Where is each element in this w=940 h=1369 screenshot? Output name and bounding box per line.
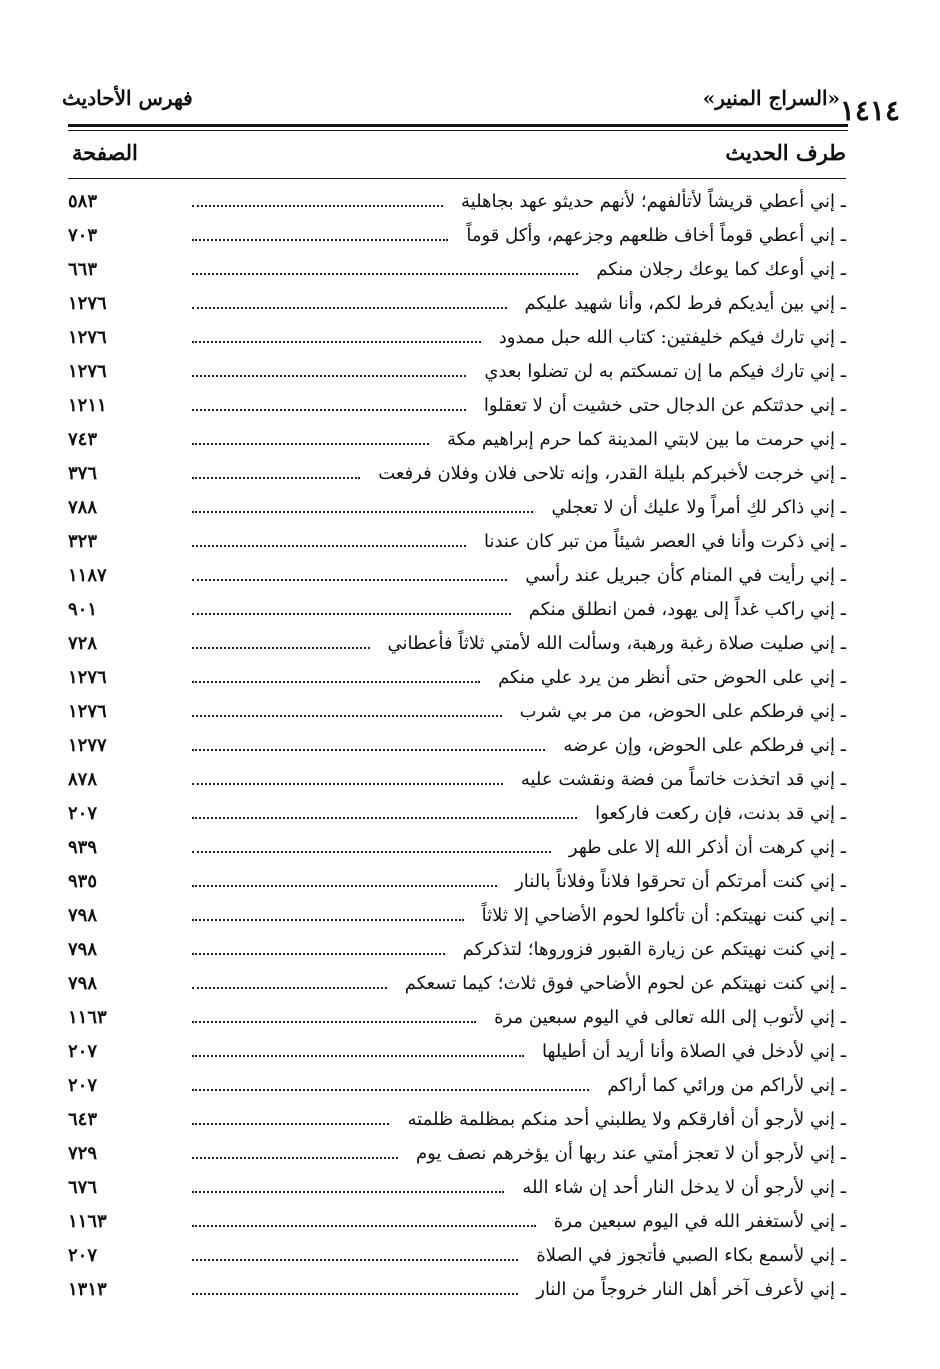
- page-reference: ٧٢٩: [68, 1142, 98, 1164]
- dot-leader: [192, 1259, 518, 1261]
- hadith-text: ـ إني لأستغفر الله في اليوم سبعين مرة: [553, 1210, 846, 1232]
- index-entry: [68, 796, 846, 830]
- index-entry: [68, 626, 846, 660]
- page-reference: ٥٨٣: [68, 190, 98, 212]
- column-header-page: الصفحة: [72, 140, 138, 165]
- dot-leader: [192, 681, 480, 683]
- dot-leader: [192, 1191, 504, 1193]
- page-reference: ١٢٧٦: [68, 666, 107, 688]
- dot-leader: [192, 783, 503, 785]
- hadith-text: ـ إني لأدخل في الصلاة وأنا أريد أن أطيلها: [541, 1040, 846, 1062]
- page-reference: ٢٠٧: [68, 802, 98, 824]
- dot-leader: [192, 1157, 398, 1159]
- hadith-text: ـ إني لأتوب إلى الله تعالى في اليوم سبعين مرة: [494, 1006, 846, 1028]
- hadith-text: ـ إني تارك فيكم خليفتين: كتاب الله حبل ممدود: [498, 326, 846, 348]
- hadith-text: ـ إني كنت نهيتكم عن زيارة القبور فزوروها؛ لتذكركم: [462, 938, 846, 960]
- dot-leader: [192, 1123, 389, 1125]
- page-reference: ١٢٧٦: [68, 700, 107, 722]
- section-title: فهرس الأحاديث: [62, 86, 193, 110]
- dot-leader: [192, 919, 464, 921]
- dot-leader: [192, 1021, 476, 1023]
- hadith-text: ـ إني كنت أمرتكم أن تحرقوا فلاناً وفلاناً بالنار: [515, 870, 846, 892]
- hadith-text: ـ إني تارك فيكم ما إن تمسكتم به لن تضلوا بعدي: [484, 360, 846, 382]
- dot-leader: [192, 647, 370, 649]
- page-reference: ٦٦٣: [68, 258, 98, 280]
- dot-leader: [192, 851, 551, 853]
- dot-leader: [192, 341, 481, 343]
- page-reference: ٧٢٨: [68, 632, 98, 654]
- hadith-text: ـ إني راكب غداً إلى يهود، فمن انطلق منكم: [528, 598, 846, 620]
- dot-leader: [192, 749, 545, 751]
- index-entry: [68, 728, 846, 762]
- dot-leader: [192, 205, 443, 207]
- header-rule-thin: [68, 130, 848, 131]
- index-entry: [68, 388, 846, 422]
- index-entry: [68, 1170, 846, 1204]
- page-reference: ٧٠٣: [68, 224, 98, 246]
- hadith-text: ـ إني لأعرف آخر أهل النار خروجاً من النار: [536, 1278, 846, 1300]
- page-reference: ١٢١١: [68, 394, 107, 416]
- index-entry: [68, 490, 846, 524]
- index-entry: [68, 354, 846, 388]
- page-reference: ٩٠١: [68, 598, 98, 620]
- page-reference: ٣٧٦: [68, 462, 98, 484]
- dot-leader: [192, 1225, 536, 1227]
- dot-leader: [192, 1293, 518, 1295]
- index-entry: [68, 1204, 846, 1238]
- index-entry: [68, 524, 846, 558]
- hadith-text: ـ إني قد اتخذت خاتماً من فضة ونقشت عليه: [520, 768, 846, 790]
- column-header-hadith: طرف الحديث: [725, 140, 846, 165]
- dot-leader: [192, 545, 466, 547]
- index-entry: [68, 932, 846, 966]
- hadith-text: ـ إني على الحوض حتى أنظر من يرد علي منكم: [498, 666, 846, 688]
- page-reference: ٩٣٩: [68, 836, 98, 858]
- page-reference: ٧٩٨: [68, 972, 98, 994]
- hadith-index-list: [68, 184, 846, 1306]
- index-entry: [68, 966, 846, 1000]
- page-reference: ٩٣٥: [68, 870, 98, 892]
- dot-leader: [192, 307, 507, 309]
- index-entry: [68, 1238, 846, 1272]
- page-reference: ٢٠٧: [68, 1074, 98, 1096]
- dot-leader: [192, 953, 445, 955]
- hadith-text: ـ إني خرجت لأخبركم بليلة القدر، وإنه تلاحى فلان وفلان فرفعت: [378, 462, 846, 484]
- page-reference: ٧٩٨: [68, 938, 98, 960]
- hadith-text: ـ إني حدثتكم عن الدجال حتى خشيت أن لا تعقلوا: [483, 394, 846, 416]
- page-reference: ١١٦٣: [68, 1006, 107, 1028]
- hadith-text: ـ إني ذكرت وأنا في العصر شيئاً من تبر كان عندنا: [483, 530, 846, 552]
- index-entry: [68, 1136, 846, 1170]
- dot-leader: [192, 613, 511, 615]
- hadith-text: ـ إني أعطي قوماً أخاف ظلعهم وجزعهم، وأكل قوماً: [466, 224, 846, 246]
- hadith-text: ـ إني فرطكم على الحوض، من مر بي شرب: [519, 700, 846, 722]
- dot-leader: [192, 1055, 524, 1057]
- index-entry: [68, 898, 846, 932]
- page-reference: ١١٦٣: [68, 1210, 107, 1232]
- index-entry: [68, 830, 846, 864]
- index-entry: [68, 422, 846, 456]
- page-reference: ٢٠٧: [68, 1244, 98, 1266]
- hadith-text: ـ إني بين أيديكم فرط لكم، وأنا شهيد عليكم: [524, 292, 846, 314]
- page-reference: ٧٨٨: [68, 496, 98, 518]
- dot-leader: [192, 477, 360, 479]
- dot-leader: [192, 715, 502, 717]
- page-number: ١٤١٤: [839, 94, 900, 127]
- index-entry: [68, 1272, 846, 1306]
- hadith-text: ـ إني كرهت أن أذكر الله إلا على طهر: [568, 836, 846, 858]
- dot-leader: [192, 1089, 589, 1091]
- hadith-text: ـ إني لأراكم من ورائي كما أراكم: [607, 1074, 846, 1096]
- page-reference: ٦٧٦: [68, 1176, 98, 1198]
- dot-leader: [192, 443, 429, 445]
- dot-leader: [192, 239, 448, 241]
- dot-leader: [192, 817, 577, 819]
- index-entry: [68, 218, 846, 252]
- index-entry: [68, 1102, 846, 1136]
- dot-leader: [192, 375, 466, 377]
- page-reference: ٣٢٣: [68, 530, 98, 552]
- dot-leader: [192, 511, 533, 513]
- hadith-text: ـ إني لأرجو أن أفارقكم ولا يطلبني أحد منكم بمظلمة ظلمته: [407, 1108, 846, 1130]
- hadith-text: ـ إني قد بدنت، فإن ركعت فاركعوا: [595, 802, 846, 824]
- page-reference: ١٢٧٦: [68, 292, 107, 314]
- page-reference: ١٢٧٦: [68, 360, 107, 382]
- page-reference: ٨٧٨: [68, 768, 98, 790]
- index-entry: [68, 1000, 846, 1034]
- hadith-text: ـ إني ذاكر لكِ أمراً ولا عليك أن لا تعجلي: [551, 496, 846, 518]
- book-title: «السراج المنير»: [702, 86, 840, 110]
- page-reference: ٧٩٨: [68, 904, 98, 926]
- dot-leader: [192, 885, 497, 887]
- dot-leader: [192, 987, 387, 989]
- hadith-text: ـ إني أعطي قريشاً لأتألفهم؛ لأنهم حديثو عهد بجاهلية: [460, 190, 846, 212]
- page-reference: ١٣١٣: [68, 1278, 107, 1300]
- page-reference: ٧٤٣: [68, 428, 98, 450]
- dot-leader: [192, 273, 578, 275]
- index-entry: [68, 286, 846, 320]
- index-entry: [68, 184, 846, 218]
- page-header: [62, 86, 900, 127]
- hadith-text: ـ إني كنت نهيتكم عن لحوم الأضاحي فوق ثلاث؛ كيما تسعكم: [404, 972, 846, 994]
- hadith-text: ـ إني لأسمع بكاء الصبي فأتجوز في الصلاة: [536, 1244, 846, 1266]
- page-reference: ١٢٧٦: [68, 326, 107, 348]
- index-entry: [68, 694, 846, 728]
- hadith-text: ـ إني رأيت في المنام كأن جبريل عند رأسي: [525, 564, 846, 586]
- index-entry: [68, 592, 846, 626]
- index-entry: [68, 660, 846, 694]
- index-entry: [68, 1068, 846, 1102]
- index-entry: [68, 1034, 846, 1068]
- hadith-text: ـ إني لأرجو أن لا تعجز أمتي عند ربها أن يؤخرهم نصف يوم: [415, 1142, 846, 1164]
- hadith-text: ـ إني أوعك كما يوعك رجلان منكم: [596, 258, 846, 280]
- hadith-text: ـ إني صليت صلاة رغبة ورهبة، وسألت الله لأمتي ثلاثاً فأعطاني: [387, 632, 846, 654]
- hadith-text: ـ إني حرمت ما بين لابتي المدينة كما حرم إبراهيم مكة: [446, 428, 846, 450]
- dot-leader: [192, 579, 507, 581]
- index-entry: [68, 762, 846, 796]
- index-entry: [68, 252, 846, 286]
- header-rule-thick: [68, 124, 848, 127]
- page-reference: ١٢٧٧: [68, 734, 107, 756]
- dot-leader: [192, 409, 466, 411]
- index-entry: [68, 320, 846, 354]
- column-header-rule: [68, 178, 846, 179]
- hadith-text: ـ إني فرطكم على الحوض، وإن عرضه: [563, 734, 846, 756]
- index-entry: [68, 558, 846, 592]
- page-reference: ١١٨٧: [68, 564, 107, 586]
- hadith-text: ـ إني لأرجو أن لا يدخل النار أحد إن شاء الله: [522, 1176, 846, 1198]
- page-reference: ٦٤٣: [68, 1108, 98, 1130]
- index-entry: [68, 456, 846, 490]
- hadith-text: ـ إني كنت نهيتكم: أن تأكلوا لحوم الأضاحي إلا ثلاثاً: [481, 904, 846, 926]
- page-reference: ٢٠٧: [68, 1040, 98, 1062]
- index-entry: [68, 864, 846, 898]
